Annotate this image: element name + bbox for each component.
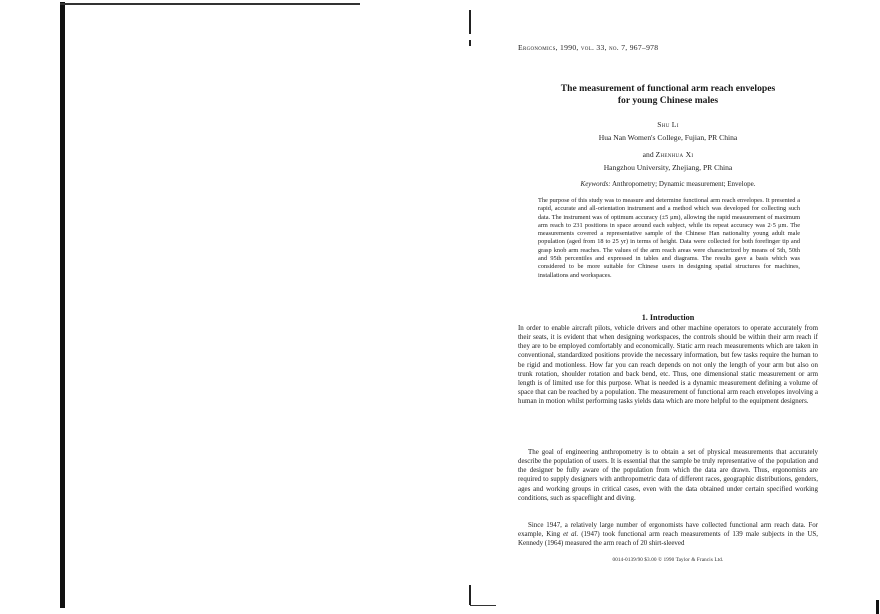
paragraph-1: In order to enable aircraft pilots, vehicle drivers and other machine operators to operate accurately from their seats, it is evident that when designing workspaces, the controls should be within their arm reach if they are to be employed comfortably and economically. Static arm reach measurements which are taken in conventional, standardized positions provide the necessary information, but few tasks require the human to be rigid and motionless. How far you can reach depends on not only the length of your arm but also on trunk rotation, shoulder rotation and back bend, etc. Thus, one dimensional static measurement or arm length is of limited use for this purpose. What is needed is a dynamic measurement defining a volume of space that can be reached by a population. The measurement of functional arm reach envelopes involving a human in motion whilst performing tasks yields data which are more helpful to the equipment designers. [518, 324, 818, 406]
and-word: and [642, 150, 654, 159]
gutter-mark-top [469, 10, 471, 34]
et-al: et al. [563, 530, 579, 539]
paper-title [518, 83, 818, 107]
title-line-2: for young Chinese males [617, 95, 719, 106]
author-2: Zhenhua Xi [655, 150, 694, 159]
running-head: Ergonomics, 1990, vol. 33, no. 7, 967–978 [518, 43, 659, 52]
title-line-1: The measurement of functional arm reach envelopes [560, 83, 776, 94]
corner-mark [876, 600, 879, 614]
gutter-mark-upper [469, 40, 471, 46]
copyright-footer: 0014-0139/90 $3.00 © 1990 Taylor & Francis Ltd. [612, 558, 724, 563]
top-edge-rule [60, 3, 360, 5]
page-edge-shadow [60, 2, 65, 608]
paragraph-3-end: (1947) took functional arm reach measurements of 139 male subjects in the US, Kennedy (1964) measured the arm reach of 20 shirt-sleeved [518, 530, 819, 548]
keywords-label: Keywords: [580, 180, 611, 188]
paragraph-3-start: Since 1947, a relatively large number of ergonomists have collected functional arm reach data. For example, King [518, 521, 818, 539]
bottom-edge-rule [470, 605, 496, 606]
gutter-mark-bottom [469, 585, 471, 605]
author-1: Shu Li [657, 120, 679, 129]
abstract: The purpose of this study was to measure and determine functional arm reach envelopes. It presented a rapid, accurate and all-orientation instrument and a method which was developed for collecting such data. The instrument was of optimum accuracy (±5 μm), allowing the rapid measurement of maximum arm reach to 231 positions in space around each subject, while its repeat accuracy was 2·5 μm. The measurements covered a representative sample of the Chinese Han nationality young adult male population (aged from 18 to 25 yr) in terms of height. Data were collected for both forefinger tip and grasp knob arm reaches. The values of the arm reach areas were characterized by means of 5th, 50th and 95th percentiles and expressed in tables and diagrams. The results gave a basis which was considered to be more suitable for Chinese users in designing spatial structures for machines, installations and workspaces. [538, 197, 800, 279]
paragraph-2: The goal of engineering anthropometry is to obtain a set of physical measurements that accurately describe the population of users. It is essential that the sample be truly representative of the population and the designer be fully aware of the population from which the data are drawn. Thus, ergonomists are required to supply designers with anthropometric data of different races, geographic distributions, genders, ages and working groups in critical cases, even with the data obtained under certain specified working conditions, such as spaceflight and diving. [518, 448, 818, 502]
section-heading-introduction: 1. Introduction [641, 313, 695, 322]
keywords-list: Anthropometry; Dynamic measurement; Envelope. [611, 180, 756, 188]
author-separator [518, 150, 818, 159]
keywords-line [518, 180, 818, 188]
affiliation-2: Hangzhou University, Zhejiang, PR China [603, 163, 733, 172]
affiliation-1: Hua Nan Women's College, Fujian, PR China [598, 133, 738, 142]
paragraph-3 [518, 521, 818, 548]
